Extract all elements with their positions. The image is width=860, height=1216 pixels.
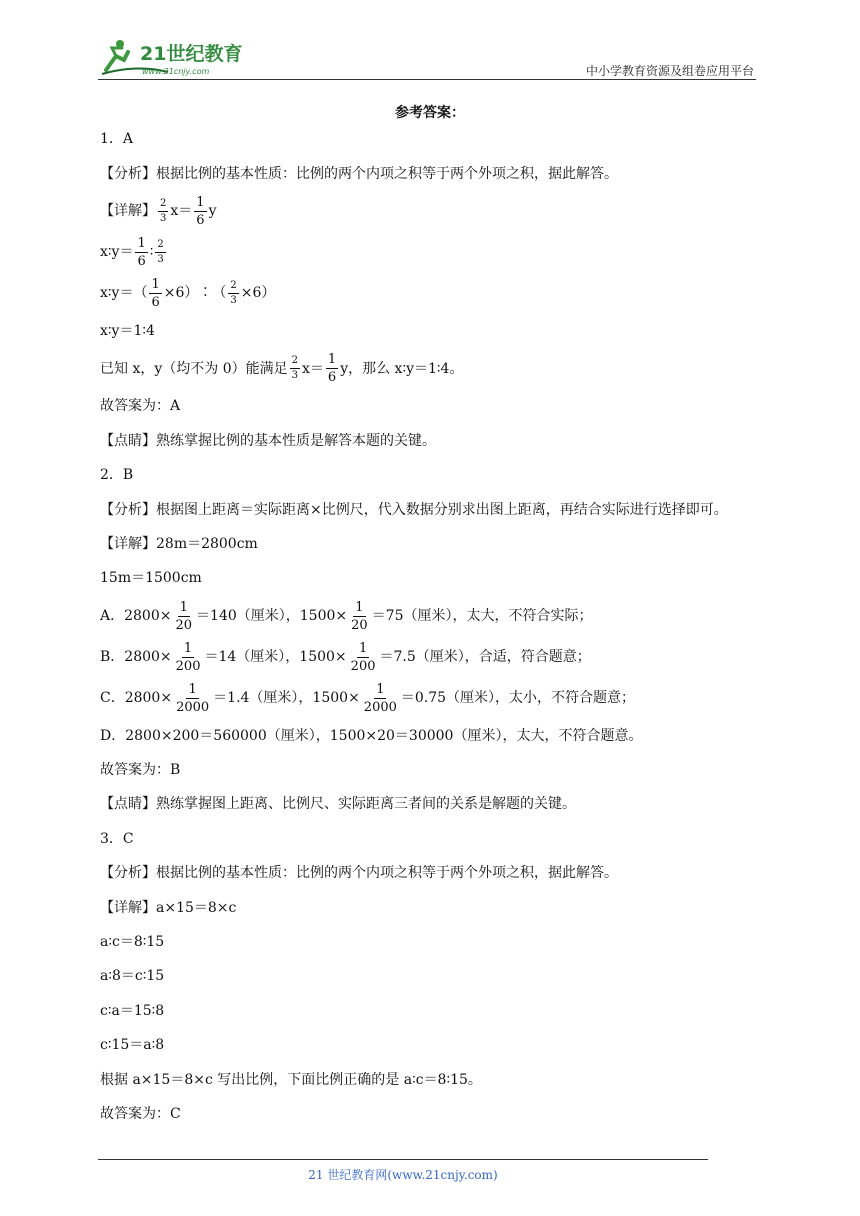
page-footer: 21 世纪教育网(www.21cnjy.com) (308, 1168, 498, 1182)
header-divider (98, 79, 756, 80)
q3-detail-line3: a∶8＝c∶15 (100, 968, 165, 985)
q3-detail-line4: c∶a＝15∶8 (100, 1002, 165, 1019)
page-header (98, 32, 758, 80)
q2-point: 【点睛】熟练掌握图上距离、比例尺、实际距离三者间的关系是解题的关键。 (100, 796, 576, 813)
q1-answer: 故答案为：A (100, 398, 181, 415)
q1-detail-line3: x∶y＝（ $\frac{1}{6}$ ×6）∶（ $\frac{2}{3}$ ×6） (100, 276, 276, 310)
q2-option-c: C．2800× $\frac{1}{2000}$ ＝1.4（厘米），1500× $\frac{1}{2000}$ ＝0.75（厘米），太小，不符合题意； (100, 681, 636, 715)
site-name: 中小学教育资源及组卷应用平台 (585, 64, 754, 78)
svg-text:www.21cnjy.com: www.21cnjy.com (142, 67, 210, 76)
page-title: 参考答案： (395, 105, 465, 121)
q2-detail-line1: 【详解】28m＝2800cm (100, 535, 258, 552)
q3-detail-line2: a∶c＝8∶15 (100, 934, 165, 951)
q3-conclusion: 根据 a×15＝8×c 写出比例，下面比例正确的是 a∶c＝8∶15。 (100, 1071, 482, 1088)
q2-detail-line2: 15m＝1500cm (100, 570, 202, 587)
q1-detail-line4: x∶y＝1∶4 (100, 322, 155, 339)
q3-detail-line1: 【详解】a×15＝8×c (100, 899, 237, 916)
answer-content (100, 122, 760, 1131)
q2-analysis: 【分析】根据图上距离＝实际距离×比例尺，代入数据分别求出图上距离，再结合实际进行选择即可。 (100, 501, 728, 518)
q2-option-a: A．2800× $\frac{1}{20}$ ＝140（厘米），1500× $\frac{1}{20}$ ＝75（厘米），太大，不符合实际； (100, 599, 593, 633)
svg-text:21世纪教育: 21世纪教育 (140, 43, 243, 65)
q1-conclusion: 已知 x，y（均不为 0）能满足 $\frac{2}{3}$ x＝ $\frac{1}{6}$ y，那么 x∶y＝1∶4。 (100, 352, 464, 386)
logo-icon (98, 34, 258, 78)
q1-analysis: 【分析】根据比例的基本性质：比例的两个内项之积等于两个外项之积，据此解答。 (100, 165, 618, 182)
q1-detail-line2: x∶y＝ $\frac{1}{6}$ ∶ $\frac{2}{3}$ (100, 235, 164, 269)
footer-divider (98, 1159, 708, 1160)
q3-number: 3．C (100, 830, 134, 847)
q3-analysis: 【分析】根据比例的基本性质：比例的两个内项之积等于两个外项之积，据此解答。 (100, 865, 618, 882)
q1-detail-line1: 【详解】 $\frac{2}{3}$ x＝ $\frac{1}{6}$ y (100, 194, 217, 228)
q1-point: 【点睛】熟练掌握比例的基本性质是解答本题的关键。 (100, 432, 436, 449)
q2-answer: 故答案为：B (100, 762, 181, 779)
q2-option-b: B．2800× $\frac{1}{200}$ ＝14（厘米），1500× $\frac{1}{200}$ ＝7.5（厘米），合适，符合题意； (100, 640, 591, 674)
q1-number: 1．A (100, 131, 134, 148)
q2-option-d: D．2800×200＝560000（厘米），1500×20＝30000（厘米），太大，不符合题意。 (100, 727, 643, 744)
q3-answer: 故答案为：C (100, 1106, 181, 1122)
q2-number: 2．B (100, 467, 134, 484)
q3-detail-line5: c∶15＝a∶8 (100, 1037, 165, 1054)
